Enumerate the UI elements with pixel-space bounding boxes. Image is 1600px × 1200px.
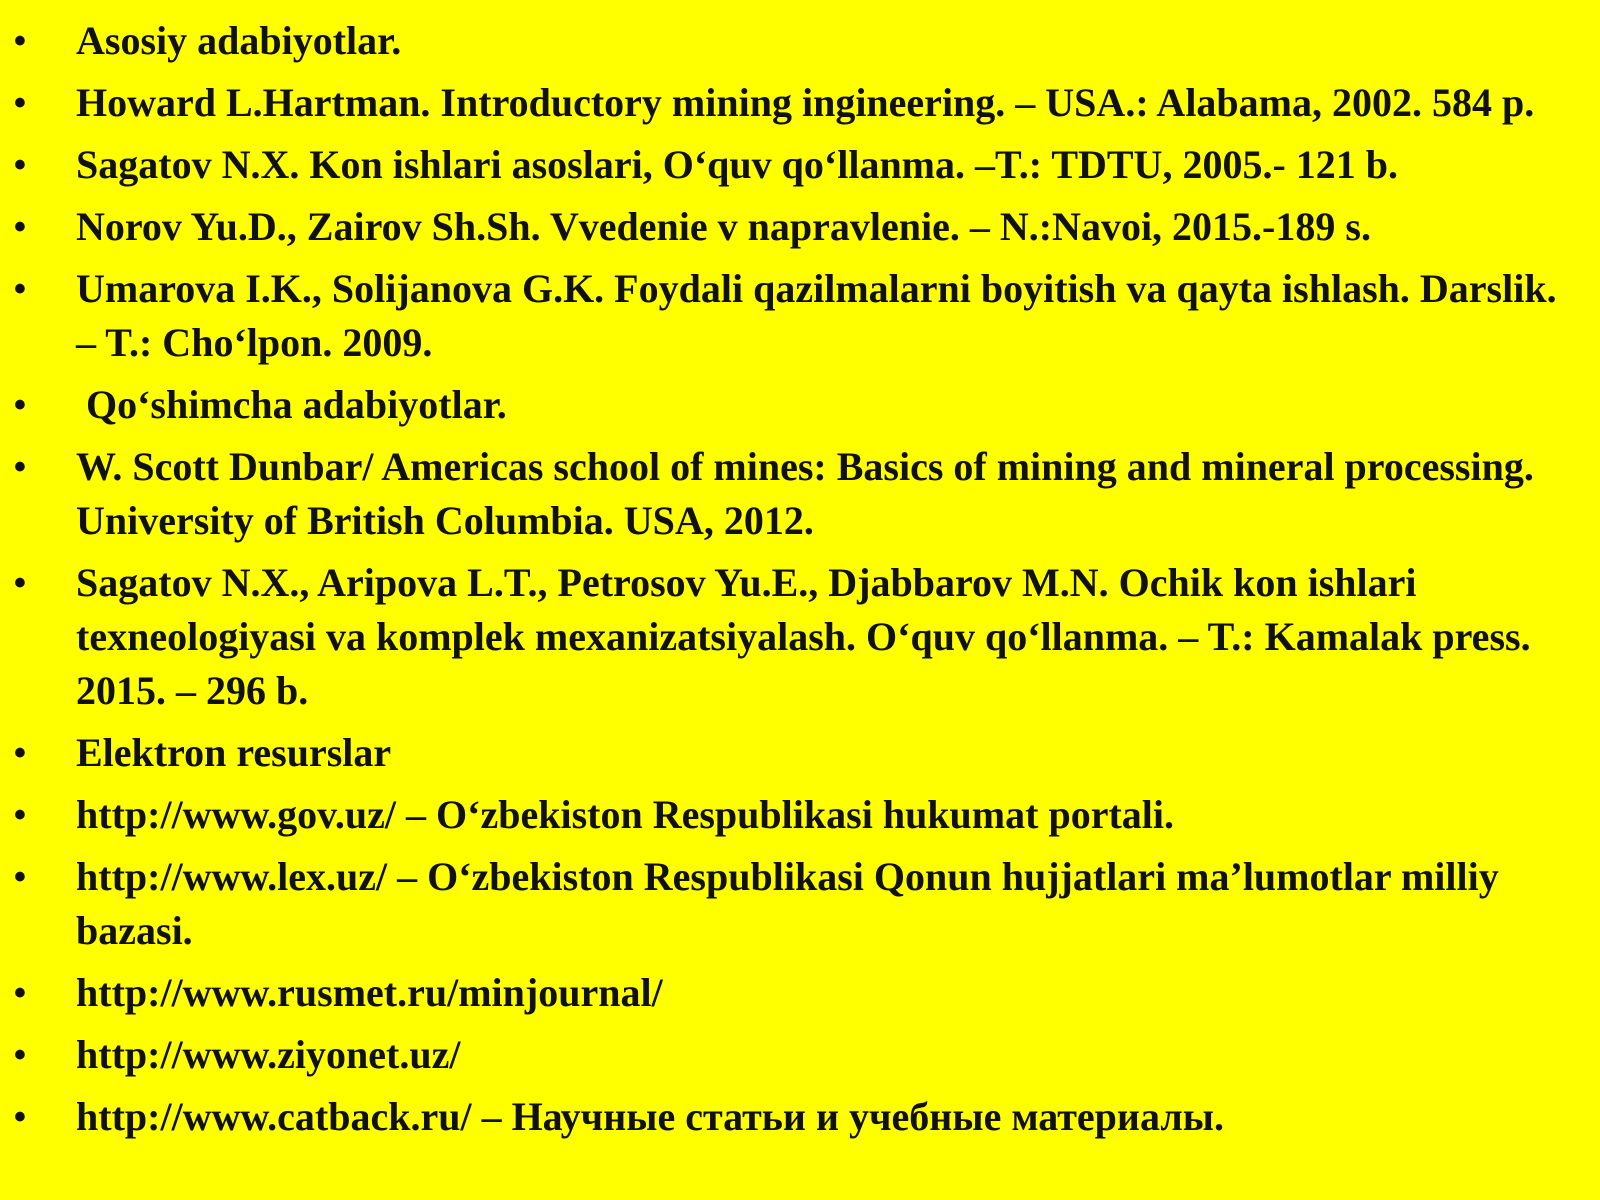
item-text: Sagatov N.X. Kon ishlari asoslari, O‘quv qo‘llanma. –T.: TDTU, 2005.- 121 b. xyxy=(76,142,1399,187)
item-text: W. Scott Dunbar/ Americas school of mines: Basics of mining and mineral processing. University of British Columbia. USA, 2012. xyxy=(76,444,1554,543)
list-item xyxy=(0,76,1600,130)
link-item-ziyonet xyxy=(0,1028,1600,1082)
item-text: Norov Yu.D., Zairov Sh.Sh. Vvedenie v napravlenie. – N.:Navoi, 2015.-189 s. xyxy=(76,204,1371,249)
bullet-icon: • xyxy=(14,146,26,184)
bullet-icon: • xyxy=(14,858,26,896)
item-text: Elektron resurslar xyxy=(76,730,392,775)
bullet-icon: • xyxy=(14,1036,26,1074)
list-item xyxy=(0,440,1600,548)
bullet-icon: • xyxy=(14,386,26,424)
item-text: http://www.ziyonet.uz/ xyxy=(76,1032,461,1077)
link-item-lex xyxy=(0,850,1600,958)
heading-electronic-resources xyxy=(0,726,1600,780)
list-item xyxy=(0,138,1600,192)
link-item-catback xyxy=(0,1090,1600,1144)
bullet-icon: • xyxy=(14,734,26,772)
bullet-icon: • xyxy=(14,22,26,60)
item-text: Umarova I.K., Solijanova G.K. Foydali qazilmalarni boyitish va qayta ishlash. Darslik. – T.: Cho‘lpon. 2009. xyxy=(76,266,1557,365)
bullet-icon: • xyxy=(14,564,26,602)
item-text: Asosiy adabiyotlar. xyxy=(76,18,402,63)
item-text: http://www.catback.ru/ – Научные статьи и учебные материалы. xyxy=(76,1094,1224,1139)
list-item xyxy=(0,200,1600,254)
bullet-icon: • xyxy=(14,448,26,486)
heading-additional-literature xyxy=(0,378,1600,432)
heading-main-literature xyxy=(0,14,1600,68)
link-item-gov xyxy=(0,788,1600,842)
item-text: Sagatov N.X., Aripova L.T., Petrosov Yu.E., Djabbarov M.N. Ochik kon ishlari texneologiyasi va komplek mexanizatsiyalash. O‘quv qo‘llanma. – T.: Kamalak press. 2015. – 296 b. xyxy=(76,560,1531,713)
link-item-rusmet xyxy=(0,966,1600,1020)
item-text: http://www.gov.uz/ – O‘zbekiston Respublikasi hukumat portali. xyxy=(76,792,1174,837)
item-text: http://www.rusmet.ru/minjournal/ xyxy=(76,970,663,1015)
reference-list xyxy=(0,14,1600,1152)
bullet-icon: • xyxy=(14,84,26,122)
bullet-icon: • xyxy=(14,1098,26,1136)
bullet-icon: • xyxy=(14,270,26,308)
bullet-icon: • xyxy=(14,974,26,1012)
list-item xyxy=(0,556,1600,718)
bullet-icon: • xyxy=(14,208,26,246)
bullet-icon: • xyxy=(14,796,26,834)
list-item xyxy=(0,262,1600,370)
item-text: Qo‘shimcha adabiyotlar. xyxy=(76,382,507,427)
item-text: Howard L.Hartman. Introductory mining ingineering. – USA.: Alabama, 2002. 584 p. xyxy=(76,80,1535,125)
item-text: http://www.lex.uz/ – O‘zbekiston Respublikasi Qonun hujjatlari ma’lumotlar milliy bazasi. xyxy=(76,854,1499,953)
